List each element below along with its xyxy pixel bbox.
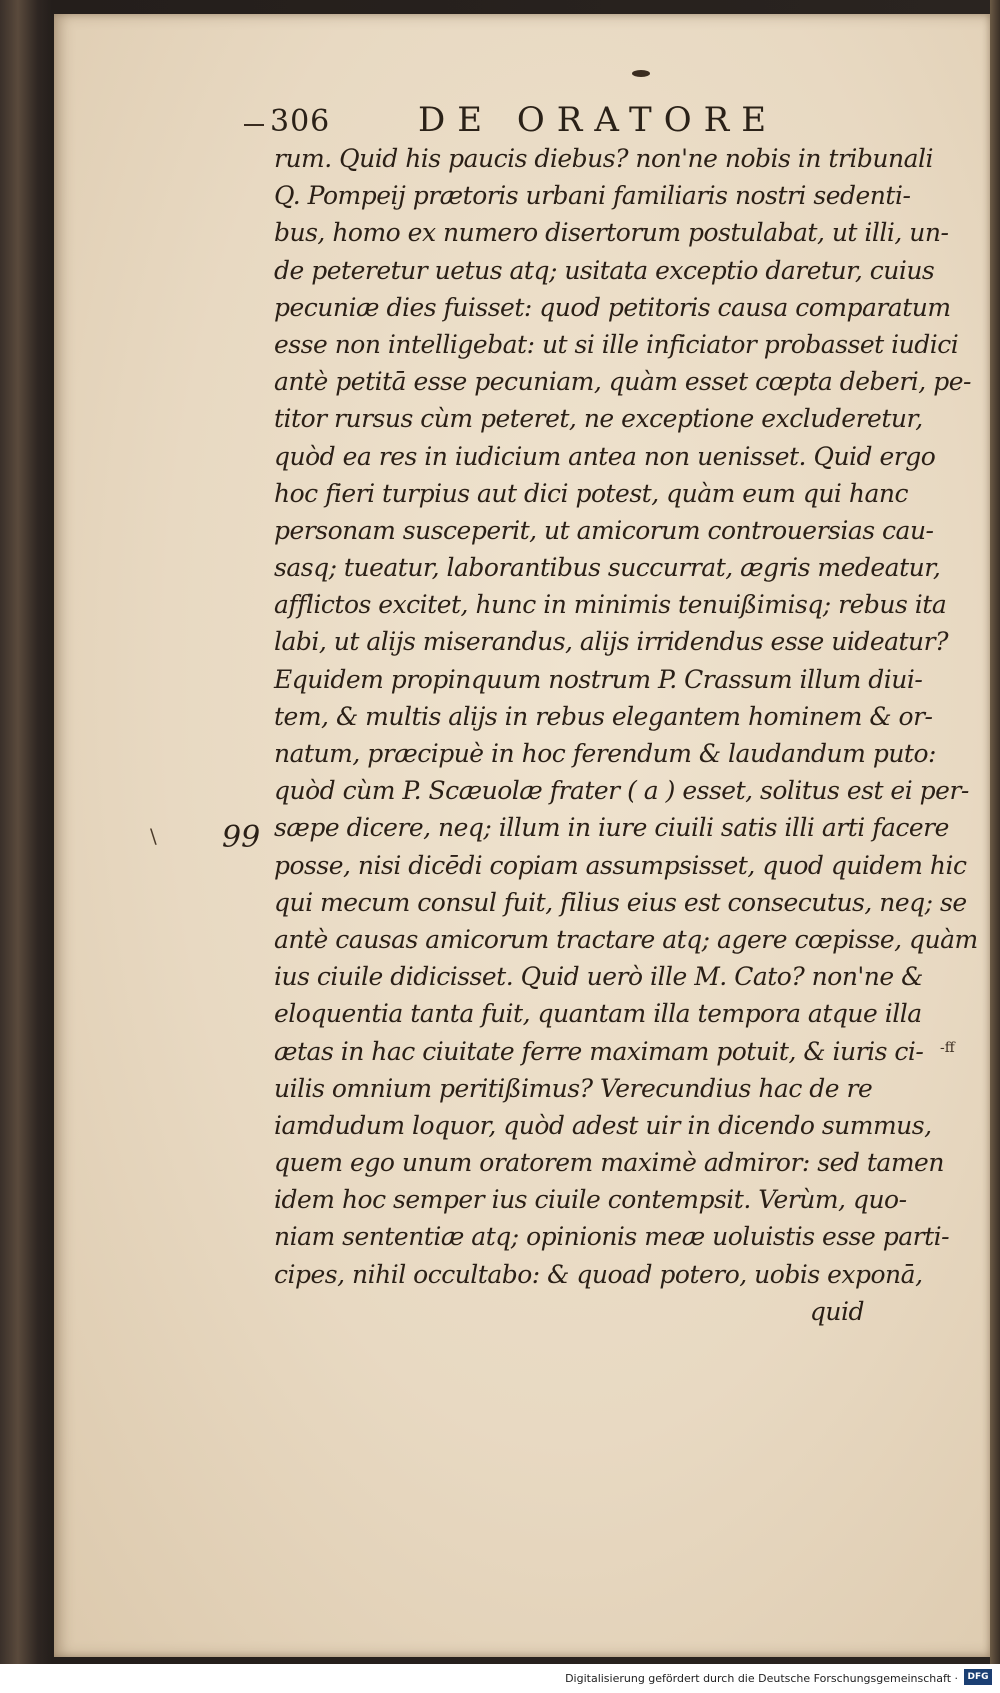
text-line: ætas in hac ciuitate ferre maximam potuit, & iuris ci- — [274, 1036, 924, 1066]
text-line: titor rursus cùm peteret, ne exceptione excluderetur, — [274, 404, 923, 434]
text-line: antè petitā esse pecuniam, quàm esset cœpta deberi, pe- — [274, 367, 971, 397]
funding-credit: Digitalisierung gefördert durch die Deutsche Forschungsgemeinschaft · — [565, 1672, 958, 1685]
margin-stroke: \ — [150, 824, 157, 848]
text-line: afflictos excitet, hunc in minimis tenuißimisq; rebus ita — [274, 590, 947, 620]
page-edge-right — [990, 0, 1000, 1664]
text-line: natum, præcipuè in hoc ferendum & laudandum puto: — [274, 739, 936, 768]
text-line: Equidem propinquum nostrum P. Crassum illum diui- — [274, 664, 923, 694]
running-title: DE ORATORE — [418, 100, 779, 140]
text-line: personam susceperit, ut amicorum controuersias cau- — [274, 515, 934, 545]
text-line: idem hoc semper ius ciuile contempsit. Verùm, quo- — [274, 1185, 907, 1215]
text-line: sæpe dicere, neq; illum in iure ciuili satis illi arti facere — [274, 813, 949, 843]
text-line: labi, ut alijs miserandus, alijs irridendus esse uideatur? — [274, 627, 949, 657]
margin-number: 99 — [222, 820, 261, 855]
text-line: uilis omnium peritißimus? Verecundius hac de re — [274, 1073, 873, 1103]
text-line: esse non intelligebat: ut si ille inficiator probasset iudici — [274, 329, 959, 359]
catchword: quid — [809, 1296, 864, 1326]
text-line: quem ego unum oratorem maximè admiror: sed tamen — [274, 1148, 944, 1178]
text-line: pecuniæ dies fuisset: quod petitoris causa comparatum — [274, 292, 951, 322]
body-text — [274, 140, 978, 1330]
text-line: ius ciuile didicisset. Quid uerò ille M. Cato? non'ne & — [274, 962, 923, 992]
text-line: antè causas amicorum tractare atq; agere cœpisse, quàm — [274, 924, 978, 954]
text-line: bus, homo ex numero disertorum postulabat, ut illi, un- — [274, 218, 949, 248]
text-line: Q. Pompeij prætoris urbani familiaris nostri sedenti- — [274, 181, 911, 211]
text-line: posse, nisi dicēdi copiam assumpsisset, quod quidem hic — [274, 850, 967, 880]
text-line: quòd ea res in iudicium antea non uenisset. Quid ergo — [274, 441, 936, 471]
header-rule-mark — [244, 124, 264, 126]
dfg-logo-icon: DFG — [964, 1669, 992, 1685]
text-line: cipes, nihil occultabo: & quoad potero, uobis exponā, — [274, 1259, 923, 1289]
text-line: niam sententiæ atq; opinionis meæ uoluistis esse parti- — [274, 1222, 950, 1252]
page-number: 306 — [270, 104, 331, 139]
text-line: eloquentia tanta fuit, quantam illa tempora atque illa — [274, 999, 922, 1029]
footer-bar — [0, 1664, 1000, 1693]
text-line: quòd cùm P. Scæuolæ frater ( a ) esset, solitus est ei per- — [274, 776, 969, 806]
text-line: tem, & multis alijs in rebus elegantem hominem & or- — [274, 701, 933, 731]
margin-note-right: -ff — [940, 1040, 955, 1056]
text-line: iamdudum loquor, quòd adest uir in dicendo summus, — [274, 1110, 932, 1140]
text-line: de peteretur uetus atq; usitata exceptio daretur, cuius — [274, 255, 935, 285]
text-line: rum. Quid his paucis diebus? non'ne nobis in tribunali — [274, 144, 933, 173]
text-line: qui mecum consul fuit, filius eius est consecutus, neq; se — [274, 887, 967, 917]
text-line: hoc fieri turpius aut dici potest, quàm eum qui hanc — [274, 478, 908, 508]
text-line: sasq; tueatur, laborantibus succurrat, ægris medeatur, — [274, 553, 941, 583]
ink-smudge — [632, 70, 650, 77]
